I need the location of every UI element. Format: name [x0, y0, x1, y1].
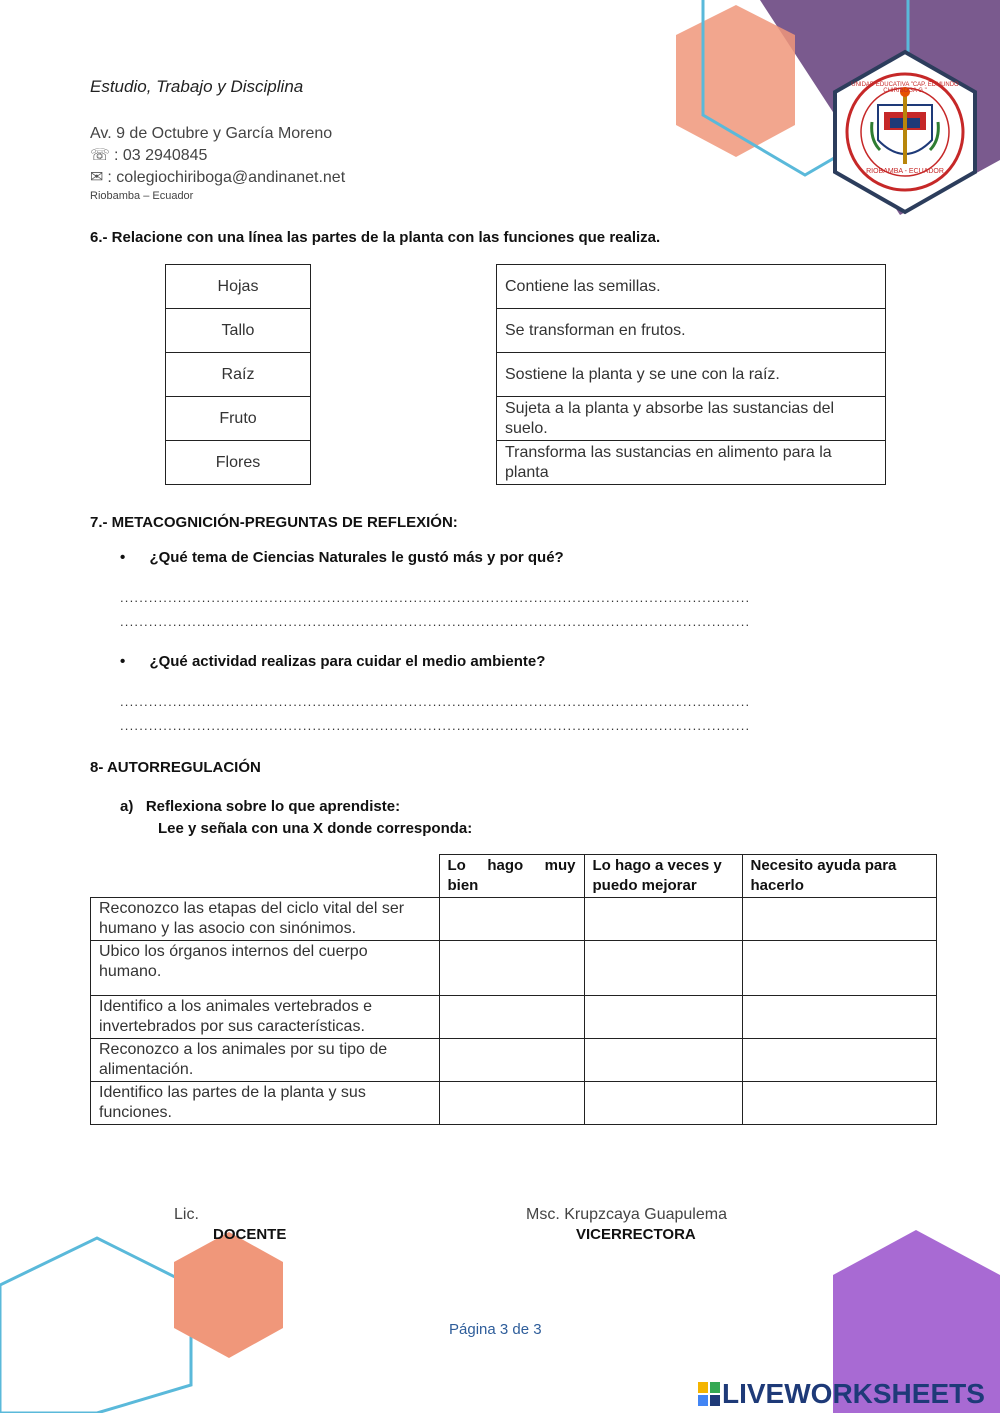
q7-question-2: • ¿Qué actividad realizas para cuidar el medio ambiente?	[120, 653, 546, 670]
column-header: Lo hago a veces y puedo mejorar	[584, 855, 742, 898]
mark-cell[interactable]	[439, 941, 584, 996]
cyan-hexagon-outline-bottom	[0, 1238, 191, 1413]
school-address-block	[90, 123, 345, 203]
envelope-icon: ✉	[90, 169, 104, 186]
vice-principal-role: VICERRECTORA	[576, 1226, 696, 1243]
mark-cell[interactable]	[742, 898, 936, 941]
plant-parts-table	[165, 264, 311, 485]
plant-functions-table	[496, 264, 886, 485]
plant-function[interactable]: Contiene las semillas.	[497, 265, 886, 309]
plant-function[interactable]: Sujeta a la planta y absorbe las sustancias del suelo.	[497, 397, 886, 441]
plant-function[interactable]: Se transforman en frutos.	[497, 309, 886, 353]
q8-title: 8- AUTORREGULACIÓN	[90, 759, 261, 776]
plant-part[interactable]: Raíz	[166, 353, 311, 397]
mark-cell[interactable]	[439, 1039, 584, 1082]
skill-row-label: Ubico los órganos internos del cuerpo humano.	[91, 941, 440, 996]
liveworksheets-logo-icon	[698, 1382, 720, 1406]
school-motto: Estudio, Trabajo y Disciplina	[90, 77, 304, 96]
mark-cell[interactable]	[742, 1039, 936, 1082]
address-line: Av. 9 de Octubre y García Moreno	[90, 125, 333, 142]
mark-cell[interactable]	[584, 898, 742, 941]
mark-cell[interactable]	[439, 898, 584, 941]
skill-row-label: Identifico las partes de la planta y sus funciones.	[91, 1082, 440, 1125]
empty-header-cell	[91, 855, 440, 898]
city-line: Riobamba – Ecuador	[90, 190, 194, 202]
q7-question-1: • ¿Qué tema de Ciencias Naturales le gustó más y por qué?	[120, 549, 564, 566]
bullet-icon: •	[120, 653, 126, 670]
mark-cell[interactable]	[584, 1039, 742, 1082]
email-line: ✉ : colegiochiriboga@andinanet.net	[90, 169, 346, 186]
page-number: Página 3 de 3	[449, 1321, 542, 1338]
plant-function[interactable]: Sostiene la planta y se une con la raíz.	[497, 353, 886, 397]
plant-function[interactable]: Transforma las sustancias en alimento para la planta	[497, 441, 886, 485]
answer-line[interactable]: ...................................................................................................................................	[120, 718, 751, 733]
mark-cell[interactable]	[742, 941, 936, 996]
mark-cell[interactable]	[742, 1082, 936, 1125]
plant-part[interactable]: Hojas	[166, 265, 311, 309]
self-assessment-table	[90, 854, 937, 1125]
answer-line[interactable]: ...................................................................................................................................	[120, 590, 751, 605]
mark-cell[interactable]	[584, 941, 742, 996]
column-header: Necesito ayuda para hacerlo	[742, 855, 936, 898]
email-address: colegiochiriboga@andinanet.net	[116, 169, 346, 186]
phone-line: ☏ : 03 2940845	[90, 147, 208, 164]
skill-row-label: Reconozco a los animales por su tipo de alimentación.	[91, 1039, 440, 1082]
phone-number: 03 2940845	[122, 147, 208, 164]
mark-cell[interactable]	[584, 996, 742, 1039]
q8-instruction: Lee y señala con una X donde corresponda:	[158, 820, 473, 837]
teacher-name: Lic.	[174, 1206, 199, 1223]
plant-part[interactable]: Flores	[166, 441, 311, 485]
plant-part[interactable]: Tallo	[166, 309, 311, 353]
liveworksheets-brand[interactable]: LIVEWORKSHEETS	[722, 1378, 985, 1409]
mark-cell[interactable]	[439, 1082, 584, 1125]
phone-icon: ☏	[90, 147, 111, 164]
skill-row-label: Reconozco las etapas del ciclo vital del ser humano y las asocio con sinónimos.	[91, 898, 440, 941]
mark-cell[interactable]	[439, 996, 584, 1039]
q6-title: 6.- Relacione con una línea las partes de la planta con las funciones que realiza.	[90, 229, 661, 246]
mark-cell[interactable]	[742, 996, 936, 1039]
bullet-icon: •	[120, 549, 126, 566]
logo-text-bottom: RIOBAMBA - ECUADOR	[866, 168, 944, 175]
plant-part[interactable]: Fruto	[166, 397, 311, 441]
column-header: Lo hago muy bien	[439, 855, 584, 898]
q8-subtitle-a: a) Reflexiona sobre lo que aprendiste:	[120, 798, 401, 815]
vice-principal-name: Msc. Krupzcaya Guapulema	[526, 1206, 727, 1223]
teacher-role: DOCENTE	[213, 1226, 287, 1243]
mark-cell[interactable]	[584, 1082, 742, 1125]
logo-text-top: UNIDAD EDUCATIVA "CAP. EDMUNDO CHIRIBOGA G."	[851, 82, 959, 94]
skill-row-label: Identifico a los animales vertebrados e invertebrados por sus características.	[91, 996, 440, 1039]
answer-line[interactable]: ...................................................................................................................................	[120, 614, 751, 629]
answer-line[interactable]: ...................................................................................................................................	[120, 694, 751, 709]
q7-title: 7.- METACOGNICIÓN-PREGUNTAS DE REFLEXIÓN:	[90, 514, 458, 531]
